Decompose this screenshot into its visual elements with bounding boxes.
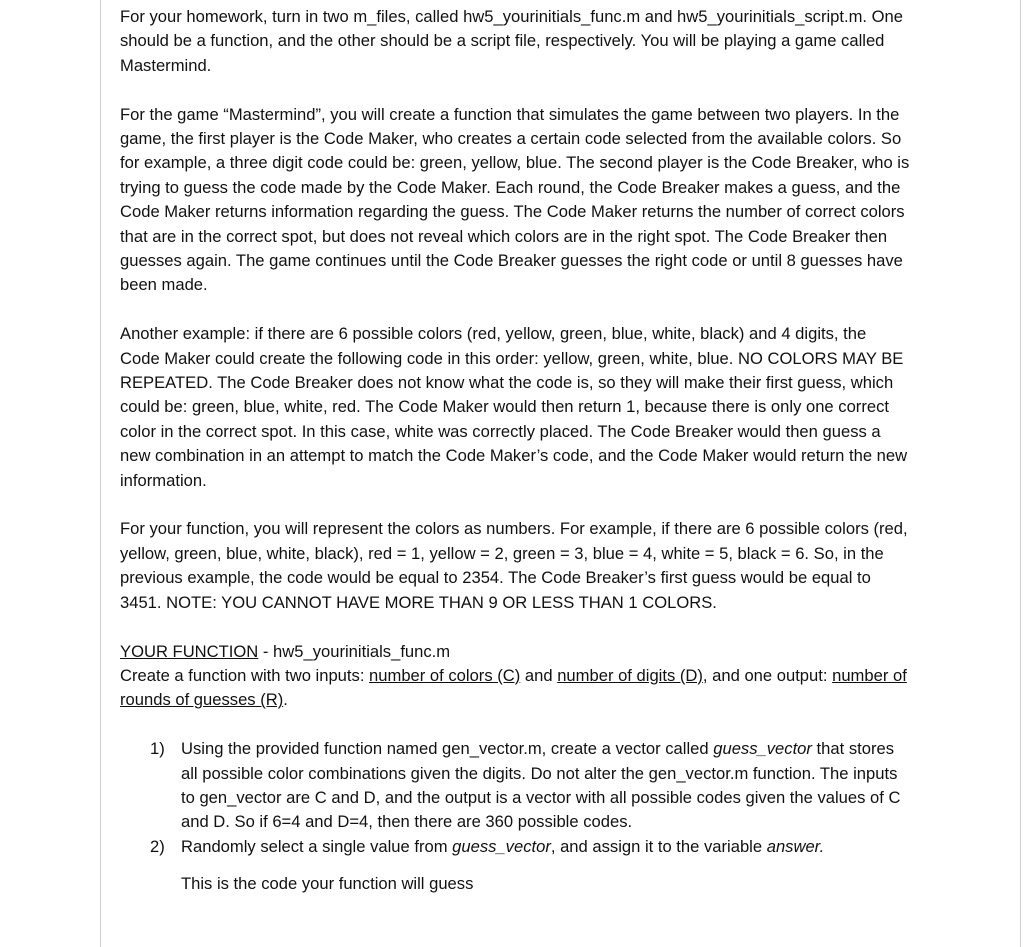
input-digits: number of digits (D) bbox=[557, 665, 703, 685]
step-number: 1) bbox=[150, 739, 165, 759]
section-heading-filename: - hw5_yourinitials_func.m bbox=[258, 641, 451, 661]
game-description-paragraph: For the game “Mastermind”, you will create a function that simulates the game between two players. In the game, the first player is the Code Maker, who creates a certain code selected from the available colors. So for example, a three digit code could be: green, yellow, blue. The second player is the Code Breaker, who is trying to guess the code made by the Code Maker. Each round, the Code Breaker makes a guess, and the Code Maker returns information regarding the guess. The Code Maker returns the number of correct colors that are in the correct spot, but does not reveal which colors are in the right spot. The Code Breaker then guesses again. The game continues until the Code Breaker guesses the right code or until 8 guesses have been made. bbox=[120, 104, 910, 295]
input-colors: number of colors (C) bbox=[369, 665, 521, 685]
function-spec: Create a function with two inputs: number of colors (C) and number of digits (D), and one output: number of rounds of guesses (R). bbox=[120, 665, 907, 710]
intro-paragraph: For your homework, turn in two m_files, called hw5_yourinitials_func.m and hw5_yourinitials_script.m. One should be a function, and the other should be a script file, respectively. You will be playing a game called Mastermind. bbox=[120, 7, 904, 75]
list-item: 2) Randomly select a single value from guess_vector, and assign it to the variable answer. This is the code your function will guess bbox=[120, 835, 910, 884]
document-body bbox=[120, 5, 910, 894]
steps-list bbox=[120, 737, 910, 894]
section-heading-title: YOUR FUNCTION bbox=[120, 641, 259, 661]
output-rounds: number of rounds of guesses (R) bbox=[120, 665, 907, 710]
document-page bbox=[100, 0, 1021, 947]
section-heading bbox=[120, 640, 910, 664]
list-item: 1) Using the provided function named gen_vector.m, create a vector called guess_vector that stores all possible color combinations given the digits. Do not alter the gen_vector.m function. The inputs to gen_vector are C and D, and the output is a vector with all possible codes given the values of C and D. So if 6=4 and D=4, then there are 360 possible codes. bbox=[150, 739, 901, 832]
number-representation-paragraph: For your function, you will represent the colors as numbers. For example, if there are 6 possible colors (red, yellow, green, blue, white, black), red = 1, yellow = 2, green = 3, blue = 4, white = 5, black = 6. So, in the previous example, the code would be equal to 2354. The Code Breaker’s first guess would be equal to 3451. NOTE: YOU CANNOT HAVE MORE THAN 9 OR LESS THAN 1 COLORS. bbox=[120, 519, 908, 612]
step-number: 2) bbox=[150, 836, 165, 856]
example-paragraph: Another example: if there are 6 possible colors (red, yellow, green, blue, white, black) and 4 digits, the Code Maker could create the following code in this order: yellow, green, white, blue. NO COLORS MAY BE REPEATED. The Code Breaker does not know what the code is, so they will make their first guess, which could be: green, blue, white, red. The Code Maker would then return 1, because there is only one correct color in the correct spot. In this case, white was correctly placed. The Code Breaker would then guess a new combination in an attempt to match the Code Maker’s code, and the Code Maker would return the new information. bbox=[120, 324, 908, 490]
cut-off-line: This is the code your function will guess bbox=[181, 874, 474, 894]
